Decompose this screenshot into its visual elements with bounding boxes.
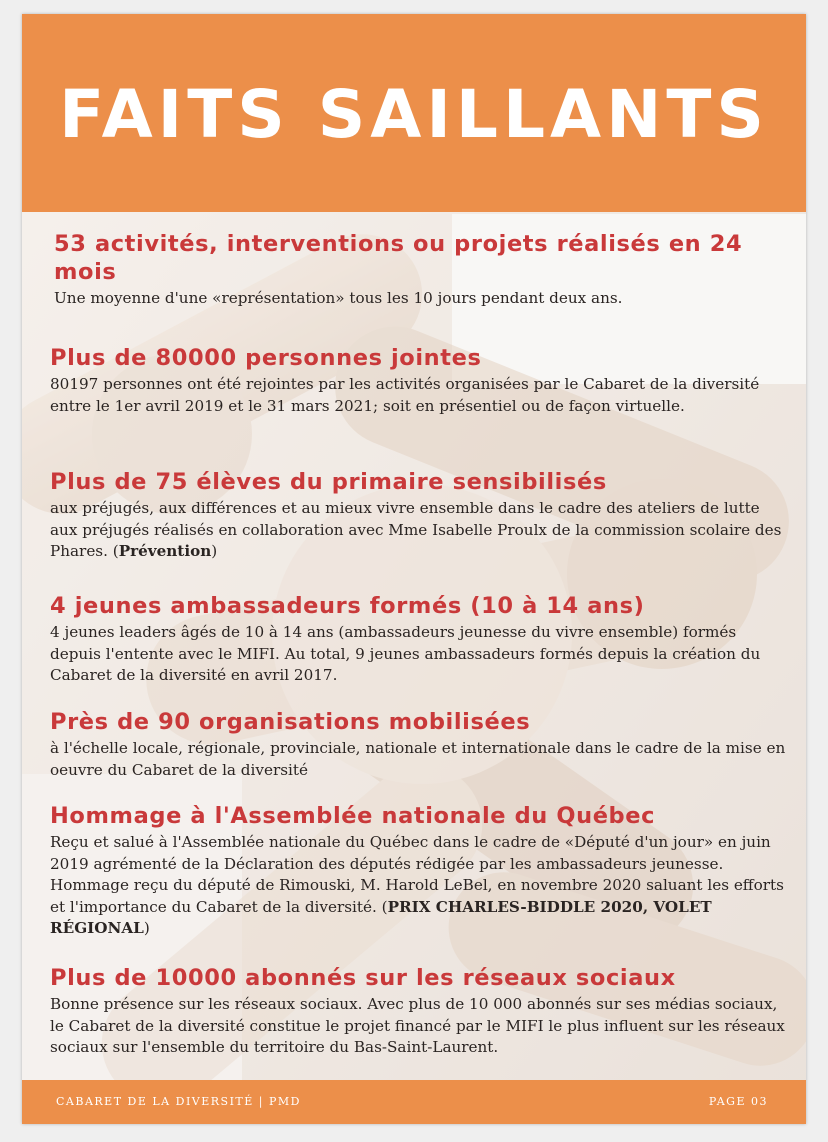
document-page xyxy=(22,14,806,1124)
highlight-body: 4 jeunes leaders âgés de 10 à 14 ans (ambassadeurs jeunesse du vivre ensemble) formés depuis l'entente avec le MIFI. Au total, 9 jeunes ambassadeurs formés depuis la création du Cabaret de la diversité en avril 2017. xyxy=(50,623,761,684)
highlight-heading: Plus de 75 élèves du primaire sensibilisés xyxy=(50,469,607,495)
highlight-heading: 4 jeunes ambassadeurs formés (10 à 14 ans) xyxy=(50,593,645,619)
header-banner xyxy=(22,14,806,212)
highlight-body-bold: PRIX CHARLES-BIDDLE 2020, VOLET RÉGIONAL xyxy=(50,897,712,937)
highlight-item-national-assembly xyxy=(50,802,790,940)
footer-organisation: CABARET DE LA DIVERSITÉ | PMD xyxy=(56,1095,301,1108)
highlight-item-organisations xyxy=(50,708,790,781)
highlight-heading: Plus de 80000 personnes jointes xyxy=(50,345,482,371)
highlight-body: 80197 personnes ont été rejointes par les activités organisées par le Cabaret de la diversité entre le 1er avril 2019 et le 31 mars 2021; soit en présentiel ou de façon virtuelle. xyxy=(50,375,760,415)
highlight-body: à l'échelle locale, régionale, provinciale, nationale et internationale dans le cadre de la mise en oeuvre du Cabaret de la diversité xyxy=(50,739,786,779)
page-number: PAGE 03 xyxy=(708,1095,768,1108)
highlight-body: Une moyenne d'une «représentation» tous les 10 jours pendant deux ans. xyxy=(54,289,623,307)
highlight-body: Reçu et salué à l'Assemblée nationale du Québec dans le cadre de «Député d'un jour» en juin 2019 agrémenté de la Déclaration des députés rédigée par les ambassadeurs jeunesse. Hommage reçu du député de Rimouski, M. Harold LeBel, en novembre 2020 saluant les efforts et l'importance du Cabaret de la diversité. (PRIX CHARLES-BIDDLE 2020, VOLET RÉGIONAL) xyxy=(50,833,784,937)
highlight-item-social-media xyxy=(50,964,790,1059)
footer-bar xyxy=(22,1080,806,1124)
highlight-heading: Près de 90 organisations mobilisées xyxy=(50,709,531,735)
highlight-item-activities xyxy=(50,230,790,310)
highlight-heading: Hommage à l'Assemblée nationale du Québec xyxy=(50,803,656,829)
highlight-item-ambassadors xyxy=(50,592,790,687)
highlight-body: Bonne présence sur les réseaux sociaux. Avec plus de 10 000 abonnés sur ses médias sociaux, le Cabaret de la diversité constitue le projet financé par le MIFI le plus influent sur les réseaux sociaux sur l'ensemble du territoire du Bas-Saint-Laurent. xyxy=(50,995,785,1056)
highlight-heading: Plus de 10000 abonnés sur les réseaux sociaux xyxy=(50,965,676,991)
highlight-item-people-reached xyxy=(50,344,790,417)
highlight-item-students xyxy=(50,468,790,563)
highlight-body-bold: Prévention xyxy=(118,542,212,560)
highlight-heading: 53 activités, interventions ou projets réalisés en 24 mois xyxy=(54,231,743,285)
highlight-body: aux préjugés, aux différences et au mieux vivre ensemble dans le cadre des ateliers de lutte aux préjugés réalisés en collaboration avec Mme Isabelle Proulx de la commission scolaire des Phares. (Prévention) xyxy=(50,499,782,560)
page-title: FAITS SAILLANTS xyxy=(59,76,769,153)
